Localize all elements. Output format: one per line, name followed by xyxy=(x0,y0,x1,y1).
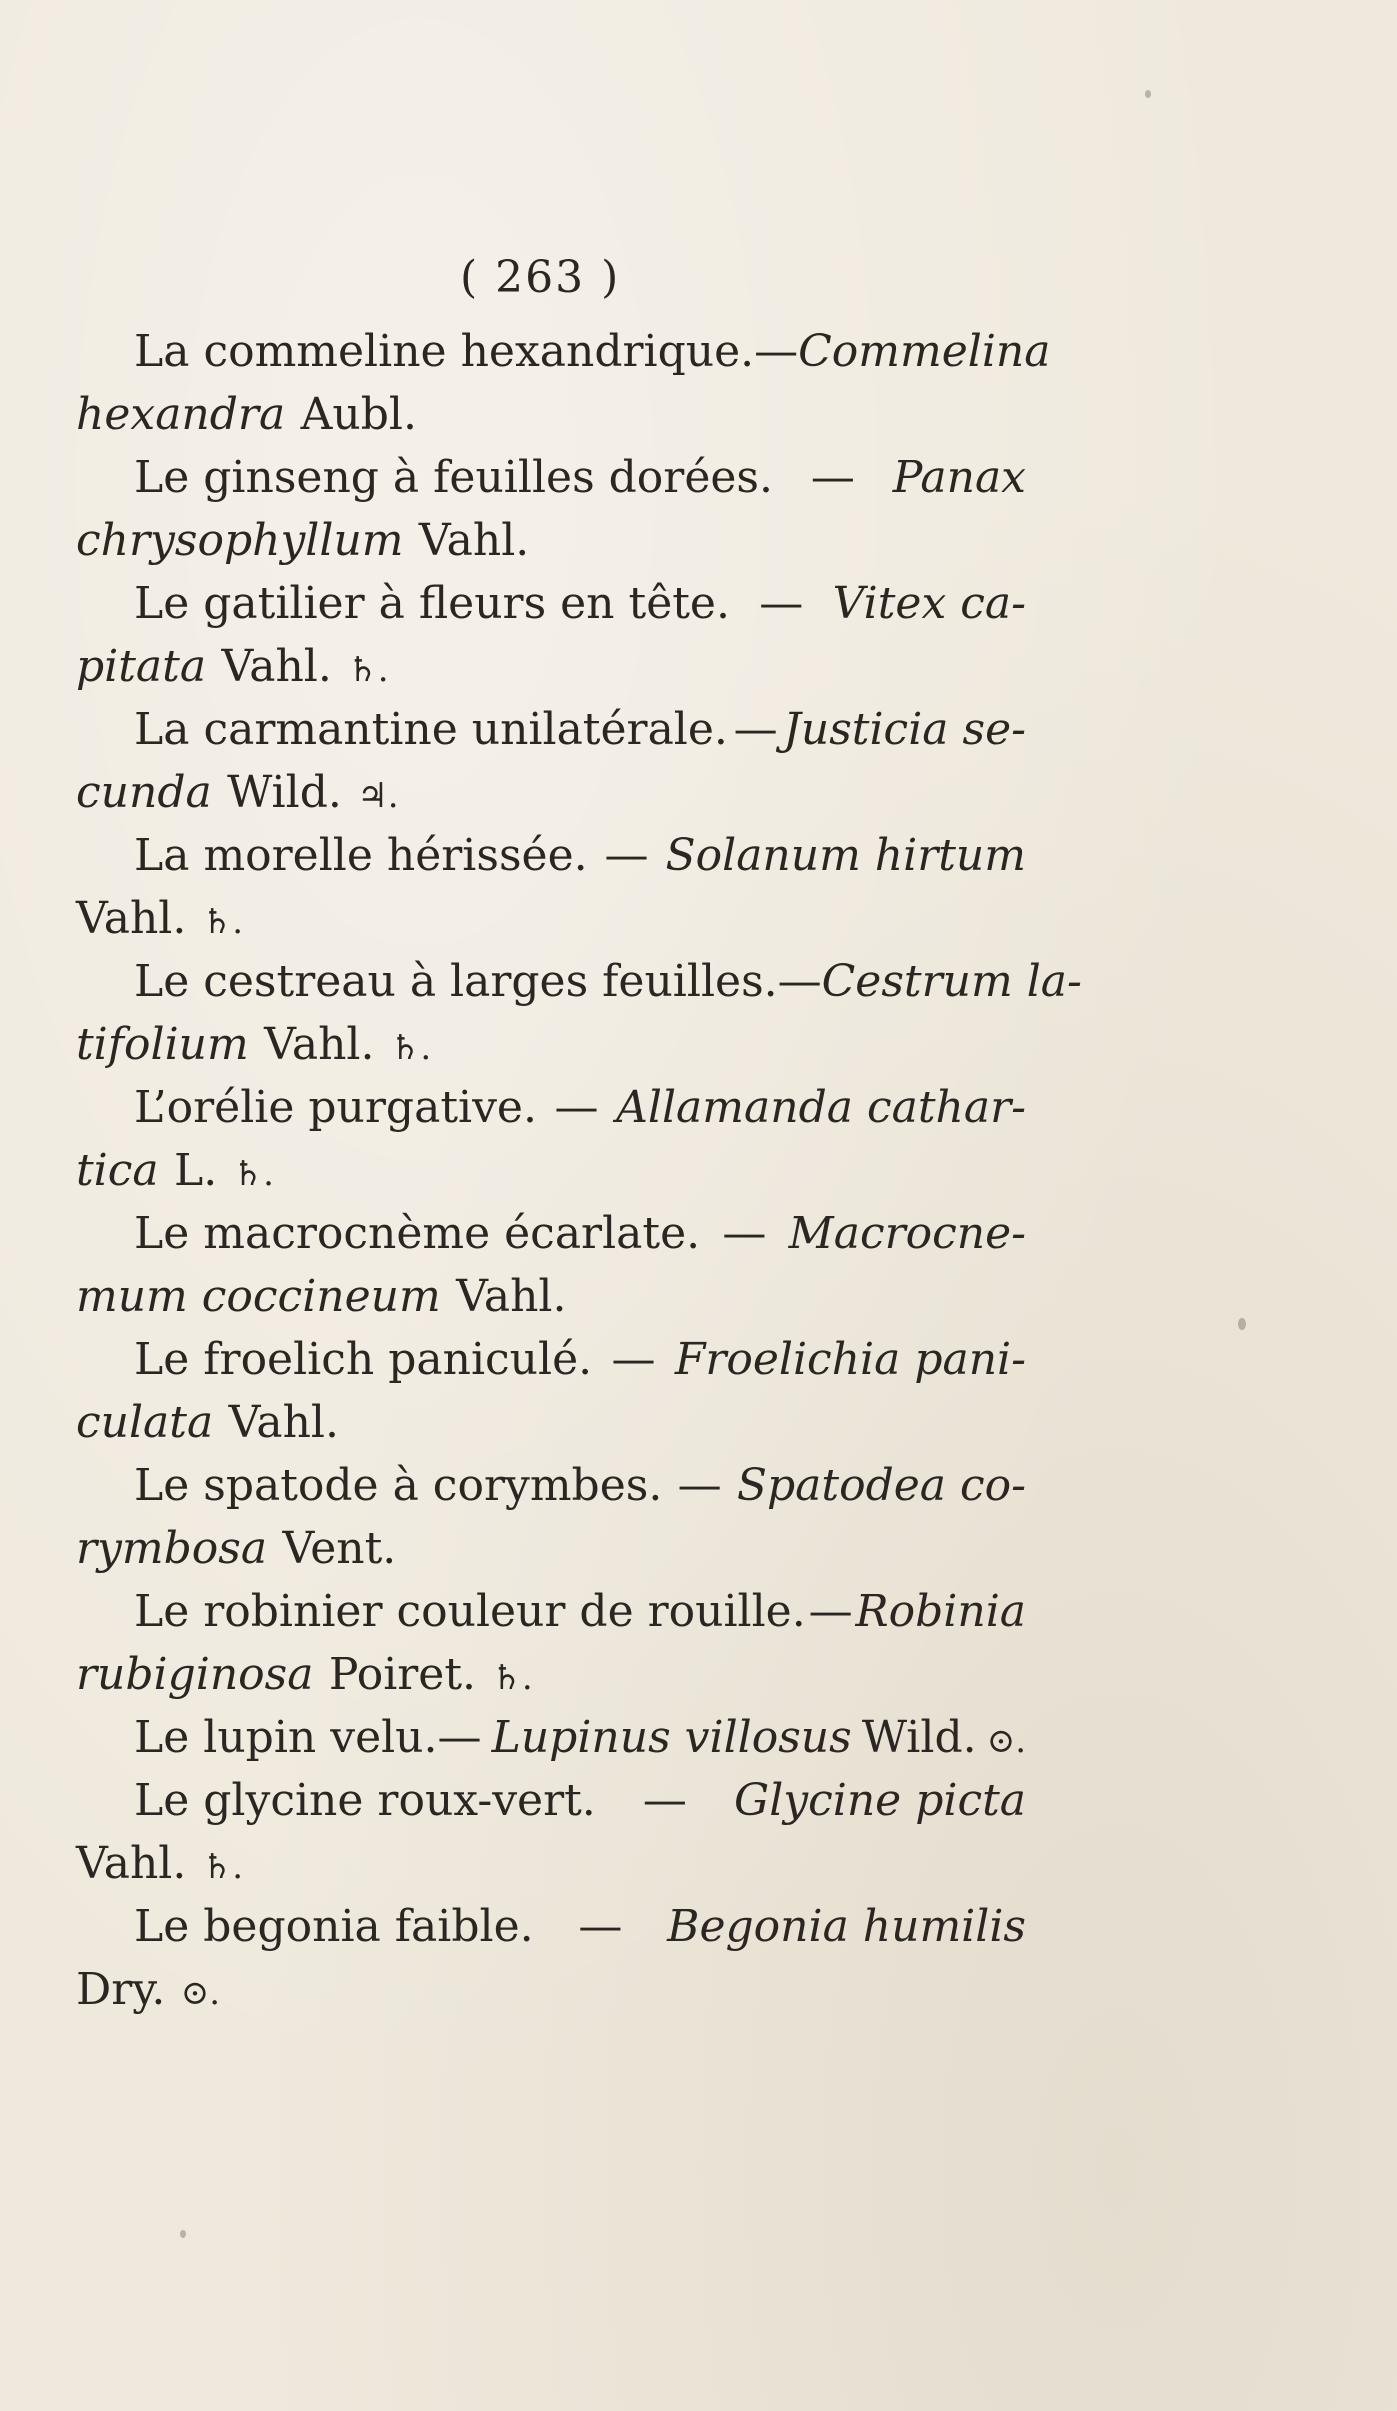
plant-entry xyxy=(76,1706,1026,1769)
entry-continuation-line xyxy=(76,1139,1026,1202)
common-name-text: — xyxy=(759,578,804,629)
common-name-text: La morelle hérissée. xyxy=(134,830,588,881)
latin-name: rymbosa xyxy=(76,1523,268,1574)
common-name-text: Le robinier couleur de rouille. xyxy=(134,1586,806,1637)
entry-first-line xyxy=(76,446,1026,509)
entry-continuation-line xyxy=(76,1265,1026,1328)
entry-continuation-line xyxy=(76,383,1026,446)
plant-entry xyxy=(76,1328,1026,1454)
common-name-text: Le spatode à corymbes. xyxy=(134,1460,663,1511)
common-name-text: Vahl. xyxy=(418,515,530,566)
botanical-symbol: ♄. xyxy=(347,650,389,690)
page-number: ( 263 ) xyxy=(460,252,621,303)
latin-name: Solanum hirtum xyxy=(665,830,1026,881)
entry-continuation-line xyxy=(76,1391,1026,1454)
common-name-text: — xyxy=(733,704,778,755)
common-name-text: La commeline hexandrique.— xyxy=(134,326,799,377)
common-name-text: Wild. xyxy=(227,767,342,818)
common-name-text: — xyxy=(808,1586,853,1637)
latin-name: Allamanda cathar- xyxy=(616,1082,1026,1133)
plant-entry xyxy=(76,824,1026,950)
common-name-text: — xyxy=(611,1334,656,1385)
common-name-text: — xyxy=(642,1775,687,1826)
common-name-text: — xyxy=(810,452,855,503)
plant-entry xyxy=(76,446,1026,572)
entry-continuation-line xyxy=(76,1013,1026,1076)
common-name-text: — xyxy=(604,830,649,881)
botanical-symbol: ♄. xyxy=(389,1028,432,1068)
common-name-text: — xyxy=(554,1082,599,1133)
entry-continuation-line xyxy=(76,887,1026,950)
entry-first-line xyxy=(76,1202,1026,1265)
common-name-text: Vahl. xyxy=(264,1019,375,1070)
common-name-text: Le begonia faible. xyxy=(134,1901,534,1952)
entry-first-line xyxy=(76,320,1051,383)
entry-first-line xyxy=(76,1706,1026,1769)
latin-name: Robinia xyxy=(855,1586,1026,1637)
latin-name: culata xyxy=(76,1397,214,1448)
latin-name: pitata xyxy=(76,641,207,692)
entry-first-line xyxy=(76,950,1082,1013)
common-name-text: La carmantine unilatérale. xyxy=(134,704,728,755)
latin-name: mum coccineum xyxy=(76,1271,441,1322)
entry-first-line xyxy=(76,1076,1026,1139)
latin-name: cunda xyxy=(76,767,212,818)
common-name-text: Le gatilier à fleurs en tête. xyxy=(134,578,730,629)
common-name-text: Le lupin velu.— xyxy=(134,1712,482,1763)
ink-speck xyxy=(180,2230,186,2238)
plant-entry xyxy=(76,320,1051,446)
botanical-symbol: ⊙. xyxy=(986,1721,1026,1761)
plant-entry xyxy=(76,1076,1026,1202)
latin-name: hexandra xyxy=(76,389,286,440)
latin-name: tifolium xyxy=(76,1019,249,1070)
common-name-text: Vahl. xyxy=(221,641,332,692)
latin-name: Spatodea co- xyxy=(736,1460,1026,1511)
entry-first-line xyxy=(76,1328,1026,1391)
common-name-text: Vent. xyxy=(282,1523,397,1574)
latin-name: tica xyxy=(76,1145,159,1196)
common-name-text: Vahl. xyxy=(228,1397,339,1448)
plant-entry xyxy=(76,1769,1026,1895)
plant-entry xyxy=(76,1580,1026,1706)
latin-name: Cestrum la- xyxy=(821,956,1082,1007)
latin-name: Begonia humilis xyxy=(667,1901,1026,1952)
entry-first-line xyxy=(76,824,1026,887)
entry-first-line xyxy=(76,1580,1026,1643)
botanical-symbol: ♄. xyxy=(201,1847,244,1887)
botanical-symbol: ♃. xyxy=(357,776,399,816)
latin-name: Panax xyxy=(892,452,1026,503)
common-name-text: Vahl. xyxy=(456,1271,567,1322)
latin-name: Vitex ca- xyxy=(832,578,1026,629)
common-name-text: Vahl. xyxy=(76,893,187,944)
latin-name: Justicia se- xyxy=(783,704,1026,755)
common-name-text: Dry. xyxy=(76,1964,166,2015)
botanical-symbol: ♄. xyxy=(232,1154,274,1194)
botanical-symbol: ⊙. xyxy=(180,1973,220,2013)
botanical-symbol: ♄. xyxy=(491,1658,533,1698)
latin-name: Glycine picta xyxy=(734,1775,1026,1826)
common-name-text: Poiret. xyxy=(328,1649,477,1700)
ink-speck xyxy=(1238,1318,1246,1330)
botanical-symbol: ♄. xyxy=(201,902,244,942)
plant-entry xyxy=(76,572,1026,698)
entry-continuation-line xyxy=(76,1517,1026,1580)
common-name-text: — xyxy=(722,1208,767,1259)
common-name-text: L’orélie purgative. xyxy=(134,1082,537,1133)
entry-continuation-line xyxy=(76,635,1026,698)
common-name-text: — xyxy=(677,1460,722,1511)
common-name-text: Le froelich paniculé. xyxy=(134,1334,593,1385)
common-name-text: — xyxy=(777,956,822,1007)
entry-first-line xyxy=(76,1769,1026,1832)
latin-name: rubiginosa xyxy=(76,1649,314,1700)
entry-first-line xyxy=(76,1454,1026,1517)
plant-entry xyxy=(76,698,1026,824)
common-name-text: Le cestreau à larges feuilles. xyxy=(134,956,778,1007)
plant-list xyxy=(76,320,1082,2021)
latin-name: Commelina xyxy=(798,326,1051,377)
plant-entry xyxy=(76,1454,1026,1580)
common-name-text: Le glycine roux-vert. xyxy=(134,1775,596,1826)
latin-name: chrysophyllum xyxy=(76,515,404,566)
entry-first-line xyxy=(76,1895,1026,1958)
common-name-text: Le ginseng à feuilles dorées. xyxy=(134,452,773,503)
plant-entry xyxy=(76,1895,1026,2021)
plant-entry xyxy=(76,950,1082,1076)
plant-entry xyxy=(76,1202,1026,1328)
entry-continuation-line xyxy=(76,509,1026,572)
entry-first-line xyxy=(76,698,1026,761)
entry-continuation-line xyxy=(76,1643,1026,1706)
entry-continuation-line xyxy=(76,1958,1026,2021)
common-name-text: L. xyxy=(174,1145,218,1196)
common-name-text: Wild. xyxy=(861,1712,977,1763)
latin-name: Froelichia pani- xyxy=(674,1334,1026,1385)
entry-continuation-line xyxy=(76,1832,1026,1895)
latin-name: Macrocne- xyxy=(788,1208,1026,1259)
ink-speck xyxy=(1145,90,1151,98)
common-name-text: Aubl. xyxy=(300,389,417,440)
entry-continuation-line xyxy=(76,761,1026,824)
latin-name: Lupinus villosus xyxy=(491,1712,852,1763)
entry-first-line xyxy=(76,572,1026,635)
common-name-text: Vahl. xyxy=(76,1838,187,1889)
common-name-text: Le macrocnème écarlate. xyxy=(134,1208,701,1259)
common-name-text: — xyxy=(578,1901,623,1952)
